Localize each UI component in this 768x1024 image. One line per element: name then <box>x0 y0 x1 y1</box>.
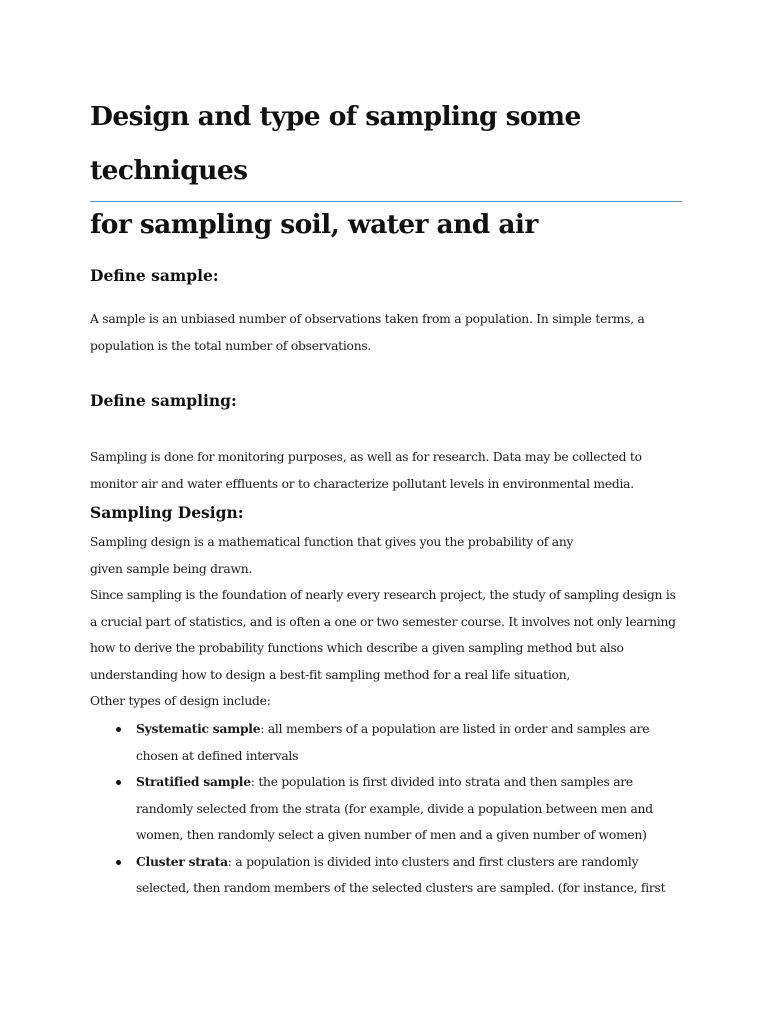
heading-sampling-design: Sampling Design: <box>90 503 244 522</box>
text-line <box>136 769 665 796</box>
text-line: how to derive the probability functions which describe a given sampling method but also <box>90 641 624 655</box>
list-term: Cluster strata <box>136 853 228 869</box>
text-line: chosen at defined intervals <box>136 748 299 763</box>
list-text: : a population is divided into clusters and first clusters are randomly <box>227 854 639 869</box>
text-line <box>136 716 665 743</box>
document-title <box>90 90 700 252</box>
text-line: a crucial part of statistics, and is often a one or two semester course. It involves not only learning <box>90 614 676 629</box>
paragraph-define-sample <box>90 306 645 359</box>
text-line: Other types of design include: <box>90 694 271 708</box>
text-line: understanding how to design a best-fit sampling method for a real life situation, <box>90 667 571 682</box>
design-types-list <box>90 716 665 902</box>
text-line <box>136 849 665 876</box>
text-line: women, then randomly select a given number of men and a given number of women) <box>136 828 647 842</box>
text-line: monitor air and water effluents or to characterize pollutant levels in environmental media. <box>90 476 634 491</box>
bullet-icon <box>116 780 121 785</box>
title-line: Design and type of sampling some techniques <box>90 101 581 186</box>
text-line: Since sampling is the foundation of nearly every research project, the study of sampling design is <box>90 588 676 602</box>
text-line: A sample is an unbiased number of observations taken from a population. In simple terms, a <box>90 312 645 326</box>
bullet-icon <box>116 727 121 732</box>
list-item <box>90 849 665 902</box>
title-divider <box>90 201 682 202</box>
bullet-icon <box>116 860 121 865</box>
text-line: randomly selected from the strata (for example, divide a population between men and <box>136 801 653 816</box>
paragraph-sampling-design <box>90 529 676 715</box>
text-line: Sampling is done for monitoring purposes, as well as for research. Data may be collected to <box>90 450 642 464</box>
list-term: Stratified sample <box>136 774 251 789</box>
list-text: : the population is first divided into strata and then samples are <box>250 775 633 789</box>
title-line: for sampling soil, water and air <box>90 209 538 240</box>
text-line: Sampling design is a mathematical function that gives you the probability of any <box>90 535 574 549</box>
list-term: Systematic sample <box>136 721 261 736</box>
list-item <box>90 769 665 849</box>
text-line: selected, then random members of the selected clusters are sampled. (for instance, first <box>136 881 666 895</box>
list-text: : all members of a population are listed in order and samples are <box>260 722 650 736</box>
text-line: population is the total number of observations. <box>90 338 372 353</box>
text-line: given sample being drawn. <box>90 561 253 576</box>
list-item <box>90 716 665 769</box>
heading-define-sampling: Define sampling: <box>90 391 237 410</box>
paragraph-define-sampling <box>90 444 642 497</box>
heading-define-sample: Define sample: <box>90 266 219 285</box>
